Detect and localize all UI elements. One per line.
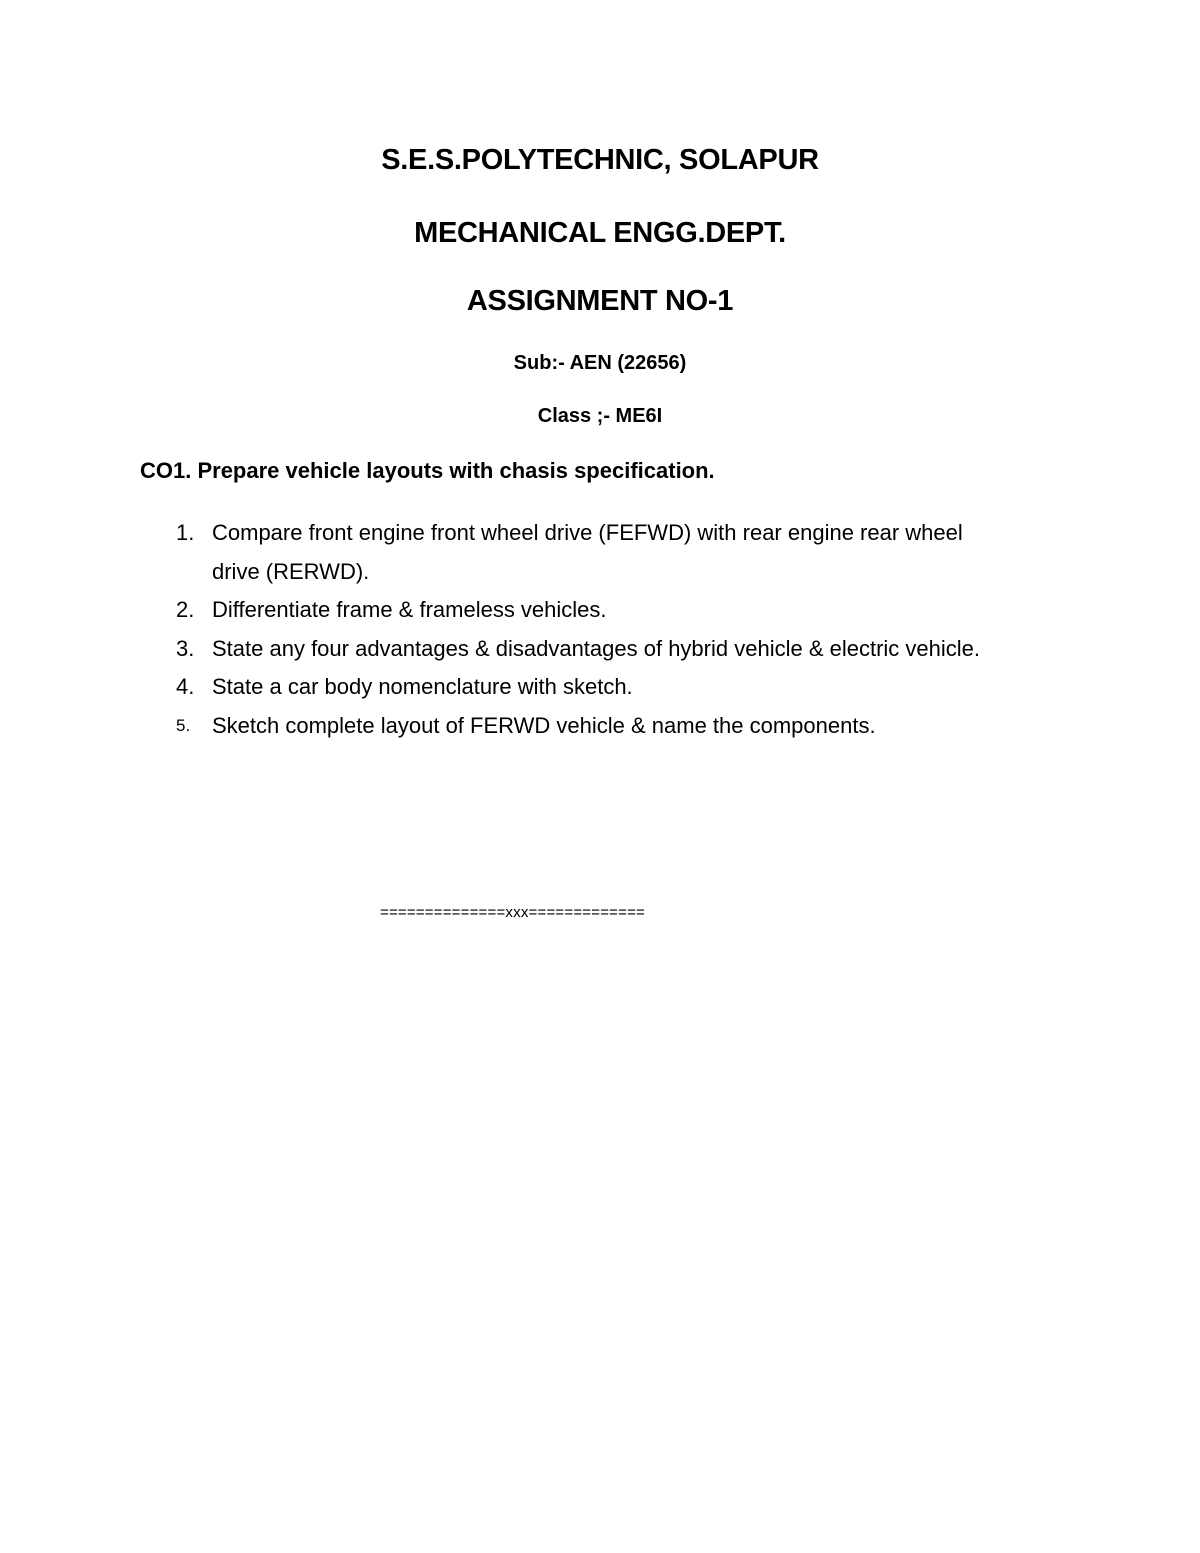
end-separator: ==============xxx============= (380, 904, 646, 921)
question-item (0, 630, 1200, 669)
question-list (0, 514, 1200, 745)
question-text: Differentiate frame & frameless vehicles. (212, 597, 607, 622)
question-number: 4. (176, 674, 195, 699)
question-item (0, 591, 1200, 630)
question-text: Sketch complete layout of FERWD vehicle & name the components. (212, 712, 876, 738)
department-title: MECHANICAL ENGG.DEPT. (414, 217, 786, 249)
subject-line: Sub:- AEN (22656) (513, 352, 687, 374)
question-text: Compare front engine front wheel drive (FEFWD) with rear engine rear wheel drive (RERWD). (212, 520, 963, 584)
question-number: 5. (176, 715, 191, 735)
institute-title: S.E.S.POLYTECHNIC, SOLAPUR (381, 144, 819, 176)
question-item (0, 514, 1200, 591)
question-item (0, 707, 1200, 746)
question-item (0, 668, 1200, 707)
question-number: 3. (176, 635, 195, 661)
question-text: State any four advantages & disadvantages of hybrid vehicle & electric vehicle. (212, 635, 981, 661)
class-line: Class ;- ME6I (537, 405, 663, 427)
assignment-title: ASSIGNMENT NO-1 (466, 285, 734, 317)
question-number: 2. (176, 597, 195, 622)
course-outcome: CO1. Prepare vehicle layouts with chasis specification. (140, 458, 715, 483)
question-text: State a car body nomenclature with sketch. (212, 674, 633, 699)
question-number: 1. (176, 520, 195, 545)
